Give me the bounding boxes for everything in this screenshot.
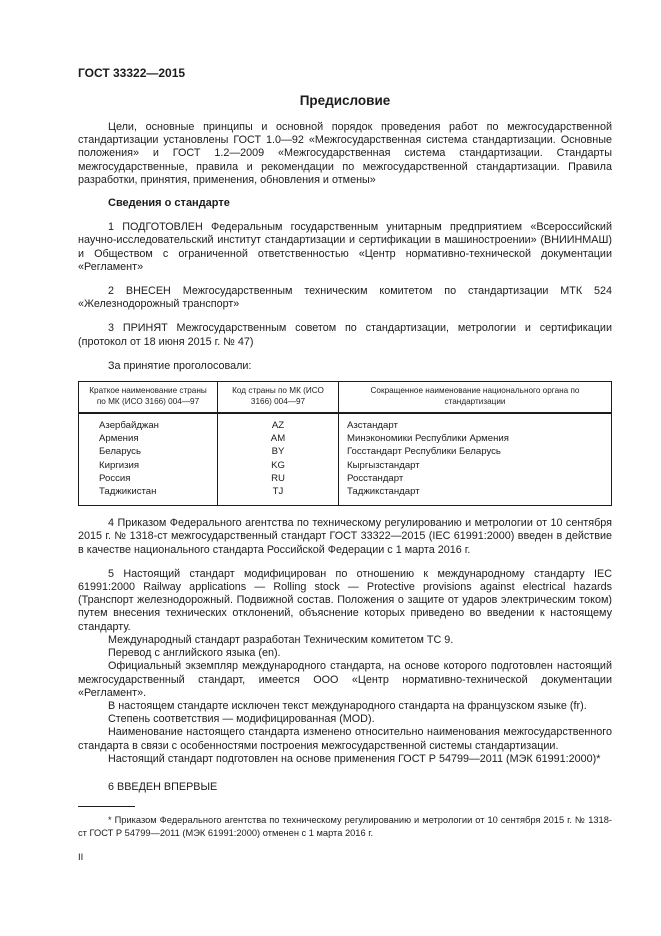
info-heading: Сведения о стандарте bbox=[108, 197, 230, 210]
footnote-block bbox=[78, 806, 612, 936]
note-conformity-degree: Степень соответствия — модифицированная (MOD). bbox=[108, 713, 375, 726]
note-translation: Перевод с английского языка (en). bbox=[108, 647, 281, 660]
intro-paragraph: Цели, основные принципы и основной порядок проведения работ по межгосударственной стандартизации установлены ГОСТ 1.0—92 «Межгосударственная система стандартизации. Основные положения» и ГОСТ 1.2—2009 «Межгосударственная система стандартизации. Стандарты межгосударственные, правила и рекомендации по межгосударственной стандартизации. Правила разработки, принятия, применения, обновления и отмены» bbox=[78, 121, 612, 186]
table-row bbox=[79, 485, 612, 506]
vote-table-header-country: Краткое наименование страны по МК (ИСО 3166) 004—97 bbox=[79, 382, 218, 414]
cell-code: KG bbox=[218, 459, 339, 472]
cell-org: Таджикстандарт bbox=[339, 485, 612, 506]
page-number: II bbox=[78, 852, 84, 863]
cell-org: Кыргызстандарт bbox=[339, 459, 612, 472]
cell-code: AM bbox=[218, 432, 339, 445]
item-1-prepared: 1 ПОДГОТОВЛЕН Федеральным государственным унитарным предприятием «Всероссийский научно-исследовательский институт стандартизации и сертификации в машиностроении» (ВНИИНМАШ) и Обществом с ограниченной ответственностью «Центр нормативно-технической документации «Регламент» bbox=[78, 221, 612, 273]
cell-country: Таджикистан bbox=[79, 485, 218, 506]
cell-country: Азербайджан bbox=[79, 413, 218, 432]
cell-country: Армения bbox=[79, 432, 218, 445]
cell-org: Азстандарт bbox=[339, 413, 612, 432]
item-4-order: 4 Приказом Федерального агентства по техническому регулированию и метрологии от 10 сентября 2015 г. № 1318-ст межгосударственный стандарт ГОСТ 33322—2015 (IEC 61991:2000) введен в действие в качестве национального стандарта Российской Федерации с 1 марта 2016 г. bbox=[78, 517, 612, 556]
cell-code: AZ bbox=[218, 413, 339, 432]
cell-org: Минэкономики Республики Армения bbox=[339, 432, 612, 445]
table-row bbox=[79, 472, 612, 485]
note-renamed: Наименование настоящего стандарта изменено относительно наименования межгосударственного стандарта в связи с особенностями построения межгосударственной системы стандартизации. bbox=[78, 726, 612, 752]
note-based-on: Настоящий стандарт подготовлен на основе применения ГОСТ Р 54799—2011 (МЭК 61991:2000)* bbox=[108, 752, 601, 765]
vote-table-header-code: Код страны по МК (ИСО 3166) 004—97 bbox=[218, 382, 339, 414]
vote-table-header-row bbox=[79, 382, 612, 414]
cell-country: Беларусь bbox=[79, 445, 218, 458]
item-3-adopted: 3 ПРИНЯТ Межгосударственным советом по стандартизации, метрологии и сертификации (протокол от 18 июня 2015 г. № 47) bbox=[78, 322, 612, 348]
cell-code: BY bbox=[218, 445, 339, 458]
footnote-text: * Приказом Федерального агентства по техническому регулированию и метрологии от 10 сентября 2015 г. № 1318-ст ГОСТ Р 54799—2011 (МЭК 61991:2000) отменен с 1 марта 2016 г. bbox=[78, 815, 612, 838]
item-5-modified: 5 Настоящий стандарт модифицирован по отношению к международному стандарту IEC 61991:2000 Railway applications — Rolling stock — Protective provisions against electrical hazards (Транспорт железнодорожный. Подвижной состав. Положения о защите от ударов электрическим током) путем внесения технических отклонений, объяснение которых приведено во введении к настоящему стандарту. bbox=[78, 567, 612, 633]
note-french-excluded: В настоящем стандарте исключен текст международного стандарта на французском языке (fr). bbox=[108, 699, 587, 712]
cell-code: RU bbox=[218, 472, 339, 485]
cell-country: Россия bbox=[79, 472, 218, 485]
note-technical-committee: Международный стандарт разработан Техническим комитетом ТС 9. bbox=[108, 633, 454, 646]
table-row bbox=[79, 445, 612, 458]
cell-code: TJ bbox=[218, 485, 339, 506]
cell-country: Киргизия bbox=[79, 459, 218, 472]
table-row bbox=[79, 413, 612, 432]
vote-intro: За принятие проголосовали: bbox=[108, 359, 252, 372]
doc-code: ГОСТ 33322—2015 bbox=[78, 66, 186, 80]
footnote-rule bbox=[78, 806, 135, 807]
note-official-copy: Официальный экземпляр международного стандарта, на основе которого подготовлен настоящий межгосударственный стандарт, имеется ООО «Центр нормативно-технической документации «Регламент». bbox=[78, 660, 612, 699]
page-title: Предисловие bbox=[299, 93, 391, 108]
table-row bbox=[79, 459, 612, 472]
vote-table-header-org: Сокращенное наименование национального органа по стандартизации bbox=[339, 382, 612, 414]
cell-org: Госстандарт Республики Беларусь bbox=[339, 445, 612, 458]
item-6-first-introduced: 6 ВВЕДЕН ВПЕРВЫЕ bbox=[108, 780, 218, 793]
item-2-submitted: 2 ВНЕСЕН Межгосударственным техническим комитетом по стандартизации МТК 524 «Железнодорожный транспорт» bbox=[78, 285, 612, 311]
vote-table bbox=[78, 381, 612, 506]
table-row bbox=[79, 432, 612, 445]
cell-org: Росстандарт bbox=[339, 472, 612, 485]
